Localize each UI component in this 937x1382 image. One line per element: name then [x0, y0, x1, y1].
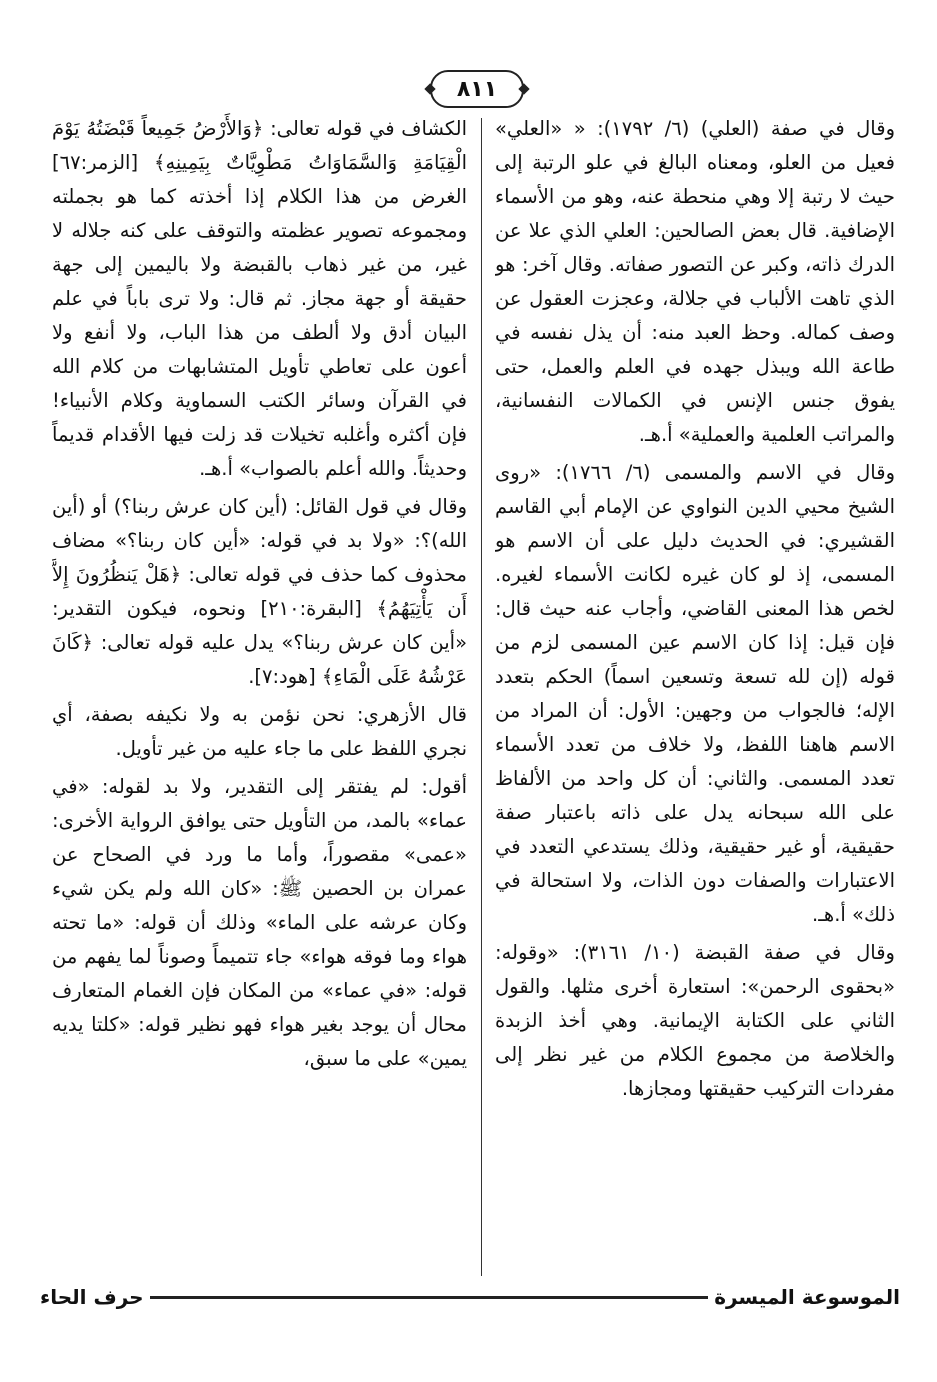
left-column [52, 112, 467, 1280]
paragraph: الكشاف في قوله تعالى: ﴿وَالأَرْضُ جَمِيعاً قَبْضَتُهُ يَوْمَ الْقِيَامَةِ وَالسَّمَاوَاتُ مَطْوِيَّاتٌ بِيَمِينِهِ﴾ [الزمر:٦٧] الغرض من هذا الكلام إذا أخذته كما هو بجملته ومجموعه تصوير عظمته والتوقف على كنه جلاله لا غير، من غير ذهاب بالقبضة ولا باليمين إلى جهة حقيقة أو جهة مجاز. ثم قال: ولا ترى باباً في علم البيان أدق ولا ألطف من هذا الباب، ولا أنفع ولا أعون على تعاطي تأويل المتشابهات من كلام الله في القرآن وسائر الكتب السماوية وكلام الأنبياء! فإن أكثره وأغلبه تخيلات قد زلت فيها الأقدام قديماً وحديثاً. والله أعلم بالصواب» أ.هـ. [52, 117, 467, 480]
footer-section: حرف الحاء [40, 1285, 144, 1309]
column-divider [481, 118, 482, 1276]
footer-rule [150, 1296, 709, 1299]
paragraph: وقال في الاسم والمسمى (٦/ ١٧٦٦): «روى الشيخ محيي الدين النواوي عن الإمام أبي القاسم القشيري: في الحديث دليل على أن الاسم هو المسمى، إذ لو كان غيره لكانت الأسماء لغيره. لخص هذا المعنى القاضي، وأجاب عنه حيث قال: فإن قيل: إذا كان الاسم عين المسمى لزم من قوله (إن لله تسعة وتسعين اسماً) الحكم بتعدد الإله؛ فالجواب من وجهين: الأول: أن المراد من الاسم هاهنا اللفظ، ولا خلاف من تعدد الأسماء تعدد المسمى. والثاني: أن كل واحد من الألفاظ على الله سبحانه يدل على ذاته باعتبار صفة حقيقية، أو غير حقيقية، وذلك يستدعي التعدد في الاعتبارات والصفات دون الذات، ولا استحالة في ذلك» أ.هـ. [495, 461, 895, 926]
page-footer [40, 1282, 900, 1312]
paragraph: وقال في صفة (العلي) (٦/ ١٧٩٢): « «العلي» فعيل من العلو، ومعناه البالغ في علو الرتبة إلى حيث لا رتبة إلا وهي منحطة عنه، وهو من الأسماء الإضافية. قال بعض الصالحين: العلي الذي علا عن الدرك ذاته، وكبر عن التصور صفاته. وقال آخر: هو الذي تاهت الألباب في جلالة، وعجزت العقول عن وصف كماله. وحظ العبد منه: أن يذل نفسه في طاعة الله ويبذل جهده في العلم والعمل، حتى يفوق جنس الإنس في الكمالات النفسانية، والمراتب العلمية والعملية» أ.هـ. [495, 117, 895, 446]
paragraph: أقول: لم يفتقر إلى التقدير، ولا بد لقوله: «في عماء» بالمد، من التأويل حتى يوافق الرواية الأخرى: «عمى» مقصوراً، وأما ما ورد في الصحاح عن عمران بن الحصين ﷺ: «كان الله ولم يكن شيء وكان عرشه على الماء» وذلك أن قوله: «ما تحته هواء وما فوقه هواء» جاء تتميماً وصوناً لما يفهم من قوله: «في عماء» من المكان فإن الغمام المتعارف محال أن يوجد بغير هواء فهو نظير قوله: «كلتا يديه يمين» على ما سبق، [52, 775, 467, 1070]
footer-book-title: الموسوعة الميسرة [714, 1285, 900, 1309]
right-column [495, 112, 895, 1280]
paragraph: وقال في صفة القبضة (١٠/ ٣١٦١): «وقوله: «بحقوى الرحمن»: استعارة أخرى مثلها. والقول الثاني على الكتابة الإيمانية. وهي أخذ الزبدة والخلاصة من مجموع الكلام من غير نظر إلى مفردات التركيب حقيقتها ومجازها. [495, 941, 895, 1100]
page-number: ٨١١ [430, 70, 524, 108]
paragraph: وقال في قول القائل: (أين كان عرش ربنا؟) أو (أين الله)؟: «ولا بد في قوله: «أين كان ربنا؟» مضاف محذوف كما حذف في قوله تعالى: ﴿هَلْ يَنظُرُونَ إِلاَّ أَن يَأْتِيَهُمُ﴾ [البقرة:٢١٠] ونحوه، فيكون التقدير: «أين كان عرش ربنا؟» يدل عليه قوله تعالى: ﴿كَانَ عَرْشُهُ عَلَى الْمَاءِ﴾ [هود:٧]. [52, 495, 467, 688]
paragraph: قال الأزهري: نحن نؤمن به ولا نكيفه بصفة، أي نجري اللفظ على ما جاء عليه من غير تأويل. [52, 703, 467, 760]
